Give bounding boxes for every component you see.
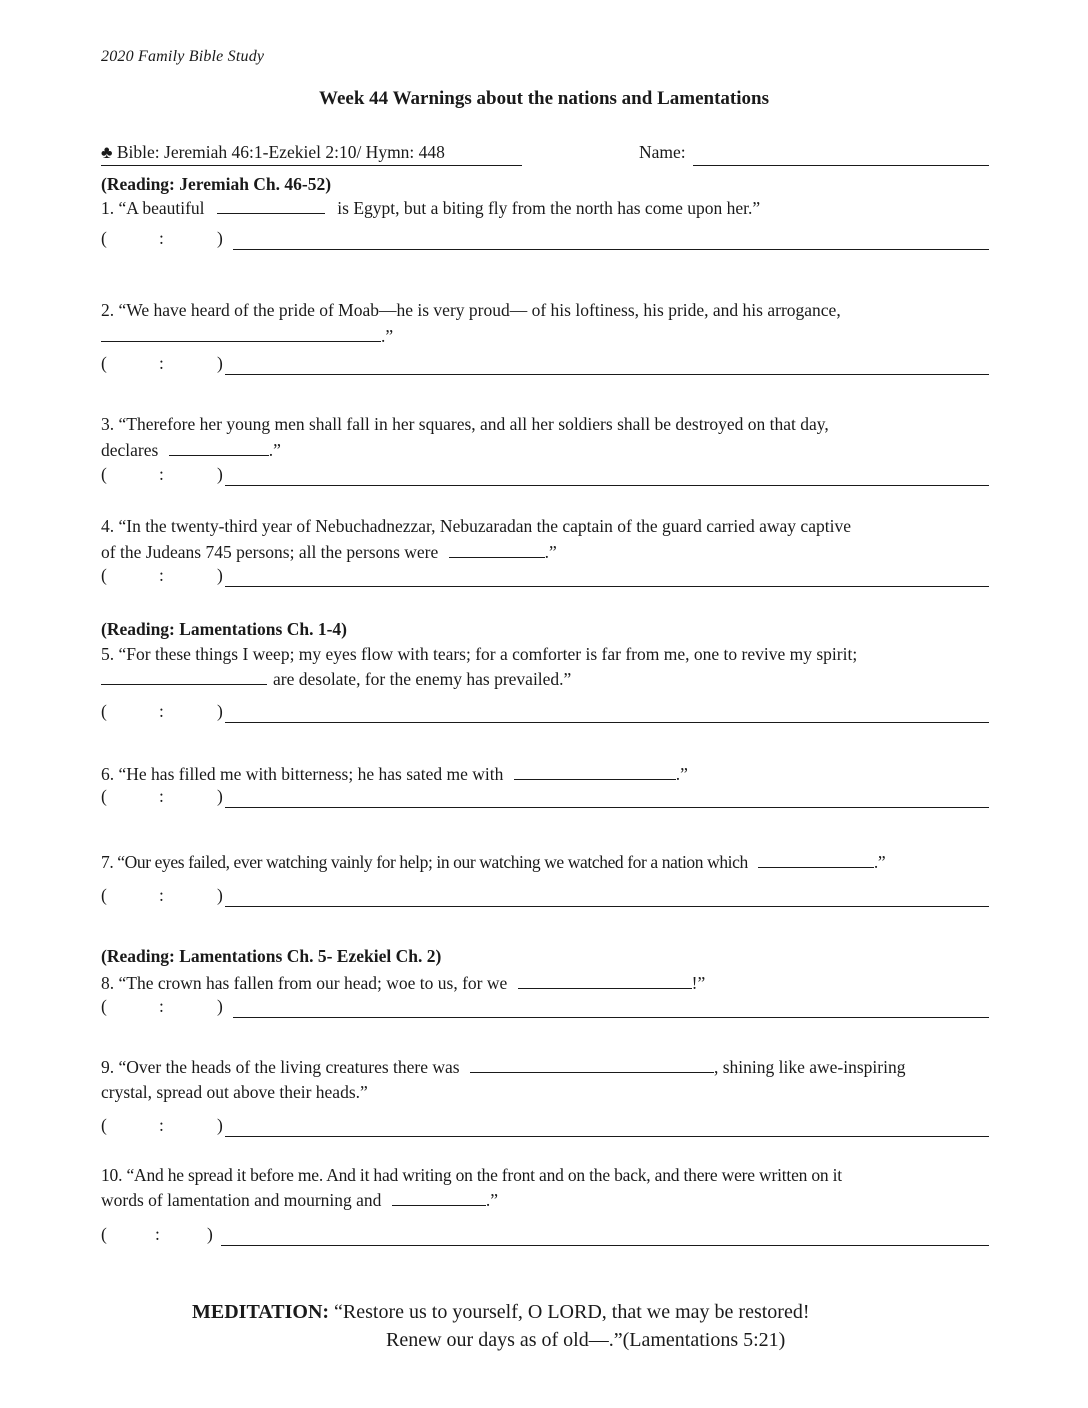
reference-answer-line[interactable] (233, 228, 989, 250)
section-heading: (Reading: Lamentations Ch. 5- Ezekiel Ch. 2) (101, 946, 442, 966)
question-2-cont: .” (101, 323, 989, 349)
question-5: 5. “For these things I weep; my eyes flow with tears; for a comforter is far from me, one to revive my spirit; (101, 644, 858, 664)
page-title: Week 44 Warnings about the nations and Lamentations (319, 88, 769, 109)
reference-answer-line[interactable] (225, 1115, 989, 1137)
question-5-cont: are desolate, for the enemy has prevailed.” (101, 666, 989, 692)
reference-row: ( : ) (101, 353, 989, 375)
reference-row: ( : ) (101, 786, 989, 808)
question-4-cont: of the Judeans 745 persons; all the persons were .” (101, 539, 989, 565)
answer-blank[interactable] (758, 849, 874, 868)
reference-answer-line[interactable] (225, 353, 989, 375)
question-7: 7. “Our eyes failed, ever watching vainly for help; in our watching we watched for a nation which .” (101, 849, 989, 875)
meditation-line-2: Renew our days as of old—.”(Lamentations 5:21) (386, 1329, 786, 1351)
reference-answer-line[interactable] (225, 885, 989, 907)
question-1: 1. “A beautiful is Egypt, but a biting fly from the north has come upon her.” (101, 195, 989, 221)
reference-answer-line[interactable] (233, 996, 989, 1018)
reference-row: ( : ) (101, 565, 989, 587)
answer-blank[interactable] (514, 761, 676, 780)
reference-row: ( : ) (101, 1224, 989, 1246)
question-8: 8. “The crown has fallen from our head; woe to us, for we !” (101, 970, 989, 996)
answer-blank[interactable] (449, 539, 545, 558)
bible-reference: ♣ Bible: Jeremiah 46:1-Ezekiel 2:10/ Hymn: 448 (101, 142, 445, 162)
question-3: 3. “Therefore her young men shall fall in her squares, and all her soldiers shall be destroyed on that day, (101, 414, 829, 434)
reference-row: ( : ) (101, 996, 989, 1018)
question-6: 6. “He has filled me with bitterness; he has sated me with .” (101, 761, 989, 787)
info-line (101, 142, 989, 166)
header-note: 2020 Family Bible Study (101, 48, 265, 65)
reference-answer-line[interactable] (225, 786, 989, 808)
meditation-label: MEDITATION: (192, 1301, 330, 1323)
answer-blank[interactable] (101, 666, 267, 685)
section-heading: (Reading: Jeremiah Ch. 46-52) (101, 174, 332, 194)
reference-answer-line[interactable] (225, 464, 989, 486)
reference-row: ( : ) (101, 1115, 989, 1137)
meditation (192, 1298, 809, 1354)
reference-row: ( : ) (101, 701, 989, 723)
answer-blank[interactable] (217, 195, 325, 214)
name-label: Name: (639, 142, 686, 162)
question-3-cont: declares .” (101, 437, 989, 463)
question-10-cont: words of lamentation and mourning and .” (101, 1187, 989, 1213)
question-4: 4. “In the twenty-third year of Nebuchadnezzar, Nebuzaradan the captain of the guard carried away captive (101, 516, 851, 536)
question-2: 2. “We have heard of the pride of Moab—he is very proud— of his loftiness, his pride, and his arrogance, (101, 300, 841, 320)
answer-blank[interactable] (101, 323, 381, 342)
section-heading: (Reading: Lamentations Ch. 1-4) (101, 619, 347, 639)
question-9: 9. “Over the heads of the living creatures there was , shining like awe-inspiring (101, 1054, 989, 1080)
reference-answer-line[interactable] (221, 1224, 989, 1246)
bible-underline (101, 165, 522, 166)
answer-blank[interactable] (169, 437, 269, 456)
question-10: 10. “And he spread it before me. And it had writing on the front and on the back, and there were written on it (101, 1165, 842, 1185)
reference-row: ( : ) (101, 464, 989, 486)
name-field[interactable] (693, 165, 989, 166)
question-9-cont: crystal, spread out above their heads.” (101, 1082, 368, 1102)
answer-blank[interactable] (392, 1187, 486, 1206)
answer-blank[interactable] (518, 970, 692, 989)
reference-row: ( : ) (101, 228, 989, 250)
reference-answer-line[interactable] (225, 565, 989, 587)
answer-blank[interactable] (470, 1054, 714, 1073)
meditation-line-1: “Restore us to yourself, O LORD, that we may be restored! (334, 1301, 810, 1323)
reference-answer-line[interactable] (225, 701, 989, 723)
reference-row: ( : ) (101, 885, 989, 907)
